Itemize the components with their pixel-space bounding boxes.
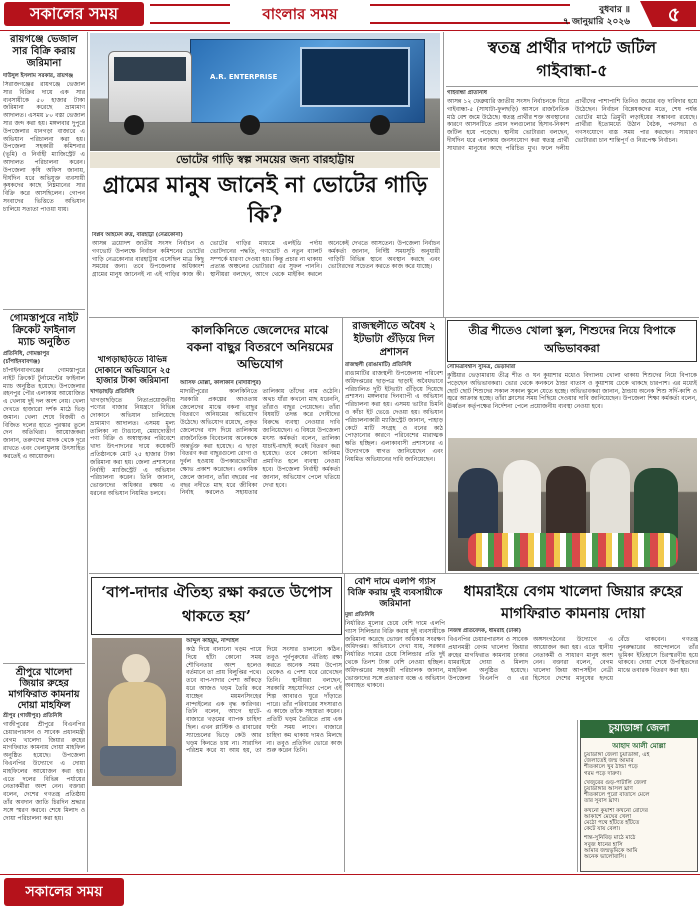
headline-prayer: ধামরাইয়ে বেগম খালেদা জিয়ার রুহের মাগফিরাত কামনায় দোয়া (463, 583, 683, 622)
poem-line: তার সুবাস ঘ্রাণ। (584, 798, 620, 805)
artisan-lap (100, 746, 176, 776)
byline-prayer: নিজস্ব প্রতিবেদক, ধামরাই (ঢাকা) (448, 628, 522, 634)
truck-screen (300, 47, 410, 107)
body-vote-truck: আসন্ন ত্রয়োদশ জাতীয় সংসদ নির্বাচন ও গণভোট উপলক্ষে নির্বাচন কমিশনের ভোটের গাড়ি নেত্রকোনার বারহাট্টায় এসেছিল মাত্র কিছু সময়ের জন্য। তবে উপজেলার অধিকাংশ গ্রামের মানুষ জানেনই না এই গাড়ির কাজ কী। ভোটের গাড়ির মাধ্যমে এলইডি পর্দায় ভোটদানের পদ্ধতি, গণভোট ও নতুন ব্যালট সম্পর্কে ধারণা দেওয়া হয়। কিন্তু প্রচার না থাকায় প্রত্যন্ত অঞ্চলের ভোটাররা এর সুফল পাননি। স্থানীয়রা বলছেন, আগে থেকে মাইকিং করলে অনেকেই দেখতে আসতেন। উপজেলা নির্বাচন কর্মকর্তা জানান, নির্দিষ্ট সময়সূচি অনুযায়ী গাড়িটি বিভিন্ন স্থানে অবস্থান করছে এবং ভোটারদের সচেতন করতে কাজ করে যাচ্ছে। (92, 240, 440, 279)
byline-gas: মুন্না প্রতিনিধি (345, 612, 375, 618)
headline-sreepur: শ্রীপুরে খালেদা জিয়ার রুহের মাগফিরাত কামনায় দোয়া মাহফিল (3, 663, 85, 711)
divider-middle-top (443, 32, 444, 317)
body-rajasthali: রাঙামাটির রাজস্থলী উপজেলায় পরিবেশ অধিদপ্তরের ছাড়পত্র ছাড়াই অবৈধভাবে পরিচালিত দুটি ইটভাটা গুঁড়িয়ে দিয়েছে প্রশাসন। মঙ্গলবার দিনব্যাপী এ অভিযান পরিচালনা করা হয়। এসময় ভাটার চিমনি ও কাঁচা ইট ভেঙে দেওয়া হয়। অভিযান পরিচালনাকারী ম্যাজিস্ট্রেট জানান, পাহাড় কেটে মাটি সংগ্রহ ও বনের কাঠ পোড়ানোর কারণে পরিবেশের মারাত্মক ক্ষতি হচ্ছিল। এলাকাবাসী প্রশাসনের এ উদ্যোগকে স্বাগত জানিয়েছেন এবং নিয়মিত অভিযানের দাবি জানিয়েছেন। (345, 370, 443, 463)
divider-bottom-right (577, 720, 578, 872)
gas-block (345, 577, 445, 717)
headline-rayganj: রায়গঞ্জে ভেজাল সার বিক্রি করায় জরিমানা (10, 34, 78, 69)
flower-wreath (468, 533, 678, 567)
issue-date: ৭ জানুয়ারি ২০২৬ (563, 17, 630, 27)
body-rayganj: সিরাজগঞ্জের রায়গঞ্জে ভেজাল সার বিক্রির দায়ে এক সার ব্যবসায়ীকে ৫০ হাজার টাকা জরিমানা করেছে ভ্রাম্যমাণ আদালত। এসময় ৮০ বস্তা ভেজাল সার জব্দ করা হয়। মঙ্গলবার দুপুরে উপজেলার ধানগড়া বাজারে এ অভিযান পরিচালনা করা হয়। উপজেলা সহকারী কমিশনার (ভূমি) ও নির্বাহী ম্যাজিস্ট্রেট এ আদালত পরিচালনা করেন। উপজেলা কৃষি অফিস জানায়, দীর্ঘদিন ধরে অভিযুক্ত ব্যবসায়ী কৃষকদের কাছে নিম্নমানের সার বিক্রি করে আসছিলেন। গোপন সংবাদের ভিত্তিতে অভিযান চালিয়ে সত্যতা পাওয়া যায়। (3, 81, 85, 213)
rule-footer (0, 874, 700, 875)
page-number: ৫ (667, 2, 681, 26)
truck-wheel-2 (240, 115, 260, 135)
body-kalkini: মাদারীপুরের কালকিনিতে সরকারি প্রকল্পের আওতায় জেলেদের মাঝে বকনা বাছুর বিতরণে অনিয়মের অভিযোগ উঠেছে। অভিযোগ রয়েছে, প্রকৃত জেলেদের বাদ দিয়ে তালিকায় রাজনৈতিক বিবেচনায় অনেককে অন্তর্ভুক্ত করা হয়েছে। এ ছাড়া বিতরণ করা বাছুরগুলো রোগা ও দুর্বল হওয়ায় উপকারভোগীরা ক্ষোভ প্রকাশ করেছেন। একাধিক জেলে জানান, তাঁরা বছরের পর বছর নদীতে মাছ ধরে জীবিকা নির্বাহ করলেও সহায়তার তালিকায় তাঁদের নাম ওঠেনি। অথচ যাঁরা কখনো মাছ ধরেননি, তাঁরাও বাছুর পেয়েছেন। তাঁরা বিষয়টি তদন্ত করে দোষীদের বিরুদ্ধে ব্যবস্থা নেওয়ার দাবি জানিয়েছেন। এ বিষয়ে উপজেলা মৎস্য কর্মকর্তা বলেন, তালিকা যাচাই-বাছাই করেই বিতরণ করা হয়েছে। তবে কোনো অনিয়ম প্রমাণিত হলে ব্যবস্থা নেওয়া হবে। উপজেলা নির্বাহী কর্মকর্তা জানান, অভিযোগ পেলে খতিয়ে দেখা হবে। (180, 388, 340, 497)
rule-mid-top (89, 317, 699, 318)
poem-line: আকাশে মেঘের খেলা (584, 813, 632, 820)
poem-title: চুয়াডাঙ্গা জেলা (608, 723, 670, 734)
story-rajasthali (345, 320, 443, 572)
prayer-text (448, 628, 698, 718)
footer-logo: সকালের সময় (25, 884, 103, 900)
artisan-body (108, 682, 166, 752)
poem-line: সবুজ ধানের হাসি (584, 841, 623, 848)
body-prayer: বিএনপির চেয়ারপারসন ও সাবেক প্রধানমন্ত্রী বেগম খালেদা জিয়ার রুহের মাগফিরাত কামনায় ঢাকার ধামরাইয়ে দোয়া ও মিলাদ মাহফিল অনুষ্ঠিত হয়েছে। উপজেলা বিএনপি ও এর অঙ্গসংগঠনের উদ্যোগে এ আয়োজন করা হয়। এতে স্থানীয় নেতাকর্মী ও সাধারণ মানুষ অংশ নেন। বক্তারা বলেন, বেগম খালেদা জিয়া আপসহীন নেত্রী হিসেবে দেশের মানুষের হৃদয়ে বেঁচে থাকবেন। গণতন্ত্র পুনরুদ্ধারের আন্দোলনে তাঁর ভূমিকা ইতিহাসে চিরস্মরণীয় হয়ে থাকবে। দোয়া শেষে উপস্থিতদের মাঝে তবারক বিতরণ করা হয়। (448, 636, 698, 682)
body-gomostapur: চাঁপাইনবাবগঞ্জের গোমস্তাপুরে নাইট ক্রিকেট টুর্নামেন্টের ফাইনাল ম্যাচ অনুষ্ঠিত হয়েছে। উপজেলার রহনপুর পৌর এলাকায় আয়োজিত এ খেলায় দুই দল অংশ নেয়। খেলা দেখতে হাজারো দর্শক মাঠে ভিড় জমান। খেলা শেষে বিজয়ী ও বিজিত দলের হাতে পুরস্কার তুলে দেন অতিথিরা। আয়োজকরা জানান, তরুণদের মাদক থেকে দূরে রাখতে এবং খেলাধুলায় উৎসাহিত করতেই এ আয়োজন। (3, 367, 85, 460)
kalkini-text (180, 380, 340, 572)
headline-gas: বেশি দামে এলপি গ্যাস বিক্রি করায় দুই ব্যবসায়ীকে জরিমানা (347, 577, 443, 609)
khagrachari-block (90, 355, 175, 573)
byline-tradition: আব্দুল কাইয়ুম, নান্দাইল (186, 638, 239, 644)
byline-kalkini: আসিফ মোল্লা, কালকিনি (মাদারীপুর) (180, 380, 262, 386)
headline-gomostapur: গোমস্তাপুরে নাইট ক্রিকেট ফাইনাল ম্যাচ অনুষ্ঠিত (3, 309, 85, 349)
headline-tradition: ‘বাপ-দাদার ঐতিহ্য রক্ষা করতে উপোস থাকতে হয়’ (101, 583, 332, 625)
prayer-text-left (347, 720, 575, 872)
story-rayganj (3, 34, 85, 874)
crowd-2 (503, 460, 541, 538)
vote-truck-kicker: ভোটের গাড়ি স্বল্প সময়ের জন্য বারহাট্টায় (90, 152, 440, 168)
poem-line: শীতকালে পুরো বাতাসে মেলে (584, 792, 650, 799)
poem-line: খেজুরের গুড়-পাটালি জেলা (584, 779, 647, 786)
poem-line: কেটে যায় বেলা। (584, 826, 621, 833)
poem-line: কখনো কুয়াশা কখনো রোদের (584, 807, 648, 814)
tradition-text (186, 638, 342, 872)
section-title: বাংলার সময় (230, 2, 370, 26)
truck-wheel-1 (124, 115, 144, 135)
headline-khagrachari: খাগড়াছড়িতে বিভিন্ন দোকানে অভিযানে ২৫ হাজার টাকা জরিমানা (94, 355, 171, 386)
divider-mid3 (445, 318, 446, 573)
poem-author: আহাদ আলী মোল্লা (612, 742, 666, 750)
poem-line: গরম পড়ে দারুণ। (584, 770, 622, 777)
logo-text: সকালের সময় (29, 4, 118, 23)
byline-cold: সৌমিত্রবিশ্বাস সুমিত্র, ভেড়ামারা (447, 364, 516, 370)
rule-mid-bottom (89, 573, 699, 574)
poem-line: জেলাতেই জন্ম আমার (584, 758, 634, 765)
body-cold: কুষ্টিয়ার ভেড়ামারায় তীব্র শীত ও ঘন কুয়াশার মধ্যেও বিদ্যালয় খোলা থাকায় শিশুদের নিয়ে বিপাকে পড়েছেন অভিভাবকরা। ভোর থেকে কনকনে ঠান্ডা বাতাস ও কুয়াশায় ঢেকে থাকছে চারপাশ। এর মধ্যেই ছোট ছোট শিশুদের সকাল সকাল স্কুলে যেতে হচ্ছে। অভিভাবকরা জানান, ঠান্ডায় অনেক শিশু সর্দি-কাশি ও জ্বরে আক্রান্ত হচ্ছে। তাঁরা ক্লাসের সময় পিছিয়ে দেওয়ার দাবি জানিয়েছেন। উপজেলা শিক্ষা কর্মকর্তা বলেন, ঊর্ধ্বতন কর্তৃপক্ষের নির্দেশনা পেলে প্রয়োজনীয় ব্যবস্থা নেওয়া হবে। (447, 372, 697, 411)
cold-text (447, 364, 697, 436)
vote-truck-photo (90, 33, 440, 151)
byline-vote-truck: বিপ্লব আহমেদ রুদ্র, বারহাট্টা (নেত্রকোনা) (92, 232, 183, 238)
byline-rajasthali: রাজস্থলী (রাঙামাটি) প্রতিনিধি (345, 362, 412, 368)
headline-rajasthali: রাজস্থলীতে অবৈধ ২ ইটভাটা গুঁড়িয়ে দিল প্রশাসন (352, 321, 436, 358)
body-gas: নির্ধারিত মূল্যের চেয়ে বেশি দামে এলপি গ্যাস সিলিন্ডার বিক্রি করায় দুই ব্যবসায়ীকে জরিমানা করেছে ভোক্তা অধিকার সংরক্ষণ অধিদপ্তর। অভিযানে দেখা যায়, সরকার নির্ধারিত দামের চেয়ে সিলিন্ডার প্রতি দুই থেকে তিনশ টাকা বেশি নেওয়া হচ্ছিল। অধিদপ্তরের সহকারী পরিচালক জানান, ভোক্তাদের সঙ্গে প্রতারণা বন্ধে এ অভিযান অব্যাহত থাকবে। (345, 620, 445, 690)
poem-lines (584, 752, 694, 870)
crowd-4 (590, 458, 630, 538)
body-independent: আসন্ন ১২ ফেব্রুয়ারি জাতীয় সংসদ নির্বাচনকে ঘিরে গাইবান্ধা-৫ (সাঘাটা-ফুলছড়ি) আসনে রাজনৈতিক মাঠ বেশ জমে উঠেছে। স্বতন্ত্র প্রার্থীর শক্ত অবস্থানের কারণে আসনটিতে প্রধান দলগুলোর হিসাব-নিকাশ জটিল হয়ে পড়েছে। স্থানীয় ভোটাররা বলছেন, দীর্ঘদিন ধরে এলাকায় জনসংযোগ করা স্বতন্ত্র প্রার্থী সাধারণ মানুষের কাছে পরিচিত মুখ। ফলে দলীয় প্রার্থীদের পাশাপাশি তিনিও জয়ের বড় দাবিদার হয়ে উঠেছেন। নির্বাচন বিশ্লেষকদের মতে, শেষ পর্যন্ত ভোটের মাঠে ত্রিমুখী লড়াইয়ের সম্ভাবনা রয়েছে। প্রার্থীরা ইতোমধ্যে উঠান বৈঠক, পথসভা ও গণসংযোগে ব্যস্ত সময় পার করছেন। সাধারণ ভোটাররা চান শান্তিপূর্ণ ও নিরপেক্ষ নির্বাচন। (447, 98, 697, 152)
divider-mid2 (342, 318, 343, 573)
poem-line: চুয়াডাঙ্গার আসল ঘ্রাণ (584, 786, 633, 793)
divider-col1 (87, 32, 88, 872)
vote-truck-headline: গ্রামের মানুষ জানেই না ভোটের গাড়ি কি? (102, 172, 428, 228)
artisan-head (122, 654, 150, 684)
independent-headline: স্বতন্ত্র প্রার্থীর দাপটে জটিল গাইবান্ধা-৫ (487, 38, 657, 80)
truck-windshield (114, 57, 186, 81)
tradition-text-2 (92, 789, 182, 872)
vote-truck-text (92, 232, 440, 317)
truck-wheel-3 (370, 115, 390, 135)
poem-line: শীতকালে খুব ঠান্ডা পড়ে (584, 764, 638, 771)
crowd-1 (458, 468, 498, 538)
byline-gomostapur: প্রতিনিধি, গোমস্তাপুর (চাঁপাইনবাবগঞ্জ) (3, 351, 50, 365)
body-khagrachari-pre (90, 320, 175, 360)
body-tradition: কাঠ দিয়ে বানানো খড়ম পায়ে দিয়ে হাঁটা কোনো সময় শৌখিনতার অংশ হলেও বর্তমানে তা প্রায় বিলুপ্তির পথে। তবে বাপ-দাদার পেশা আঁকড়ে ধরে আজও খড়ম তৈরি করে যাচ্ছেন ময়মনসিংহের নান্দাইলের এক বৃদ্ধ কারিগর। তিনি বলেন, আগে হাটে-বাজারে খড়মের ব্যাপক চাহিদা ছিল। এখন প্লাস্টিক ও রাবারের স্যান্ডেলের ভিড়ে কেউ আর খড়ম কিনতে চায় না। সারাদিন পরিশ্রম করে যা আয় হয়, তা দিয়ে সংসার চালানো কঠিন। তবুও পূর্বপুরুষের ঐতিহ্য রক্ষা করতে অনেক সময় উপোস থেকেও এ পেশা ধরে রেখেছেন তিনি। স্থানীয়রা বলছেন, সরকারি সহযোগিতা পেলে এই শিল্প আবারও ঘুরে দাঁড়াতে পারে। তাঁর পরিবারের সদস্যরাও এ কাজে তাঁকে সহায়তা করেন। প্রতিটি খড়ম তৈরিতে প্রায় এক ঘণ্টা সময় লাগে। বাজারে চাহিদা কম থাকায় দামও মিলছে না। তবুও প্রতিদিন ভোরে কাজ শুরু করেন তিনি। (186, 646, 342, 755)
poem-line: আমার জন্মভূমিকে আমি (584, 847, 638, 854)
crowd-3 (546, 466, 586, 538)
khorom-maker-photo (92, 638, 182, 786)
prayer-ceremony-photo (448, 438, 697, 571)
poem-line: শান্ত-সুনিবিড় মাঠে মাঠে (584, 835, 636, 842)
poem-line: চুয়াডাঙ্গা জেলা চুয়াডাঙ্গা, এই (584, 752, 650, 758)
independent-text (447, 90, 697, 316)
poem-line: অনেক ভালোবাসি। (584, 854, 626, 861)
byline-rayganj: দাউদুল ইসলাম সরকার, রায়গঞ্জ (3, 73, 74, 79)
body-sreepur: গাজীপুরের শ্রীপুরে বিএনপির চেয়ারপারসন ও সাবেক প্রধানমন্ত্রী বেগম খালেদা জিয়ার রুহের মাগফিরাত কামনায় দোয়া মাহফিল অনুষ্ঠিত হয়েছে। উপজেলা বিএনপির উদ্যোগে এ দোয়া মাহফিলের আয়োজন করা হয়। এতে দলের বিভিন্ন পর্যায়ের নেতাকর্মীরা অংশ নেন। বক্তারা বলেন, দেশের গণতন্ত্র প্রতিষ্ঠায় তাঁর অবদান জাতি চিরদিন শ্রদ্ধার সঙ্গে স্মরণ করবে। শেষে মিলাদ ও দোয়া পরিচালনা করা হয়। (3, 721, 85, 822)
headline-kalkini: কালকিনিতে জেলেদের মাঝে বকনা বাছুর বিতরণে অনিয়মের অভিযোগ (186, 323, 334, 371)
crowd-5 (634, 468, 678, 538)
truck-label: A.R. ENTERPRISE (210, 73, 278, 81)
masthead (0, 0, 700, 30)
byline-independent: গাইবান্ধা প্রতিনিধি (447, 90, 487, 96)
body-khagrachari: খাগড়াছড়িতে নিত্যপ্রয়োজনীয় পণ্যের বাজার নিয়ন্ত্রণে বিভিন্ন দোকানে অভিযান চালিয়েছে ভ্রাম্যমাণ আদালত। এসময় মূল্য তালিকা না টাঙানো, মেয়াদোত্তীর্ণ পণ্য বিক্রি ও অস্বাস্থ্যকর পরিবেশে খাদ্য উৎপাদনের দায়ে কয়েকটি প্রতিষ্ঠানকে মোট ২৫ হাজার টাকা জরিমানা করা হয়। জেলা প্রশাসনের নির্বাহী ম্যাজিস্ট্রেট এ অভিযান পরিচালনা করেন। তিনি জানান, ভোক্তাদের অধিকার রক্ষায় এ ধরনের অভিযান নিয়মিত চলবে। (90, 396, 175, 498)
byline-khagrachari: খাগড়াছড়ি প্রতিনিধি (90, 388, 135, 395)
issue-day: বুধবার ॥ (599, 5, 630, 15)
headline-cold: তীব্র শীতেও খোলা স্কুল, শিশুদের নিয়ে বিপাকে অভিভাবকরা (468, 324, 676, 355)
masthead-rule (0, 30, 700, 31)
poem-line: মেঠো পথে হাঁটতে হাঁটতে (584, 820, 640, 827)
byline-sreepur: শ্রীপুর (গাজীপুর) প্রতিনিধি (3, 713, 63, 719)
